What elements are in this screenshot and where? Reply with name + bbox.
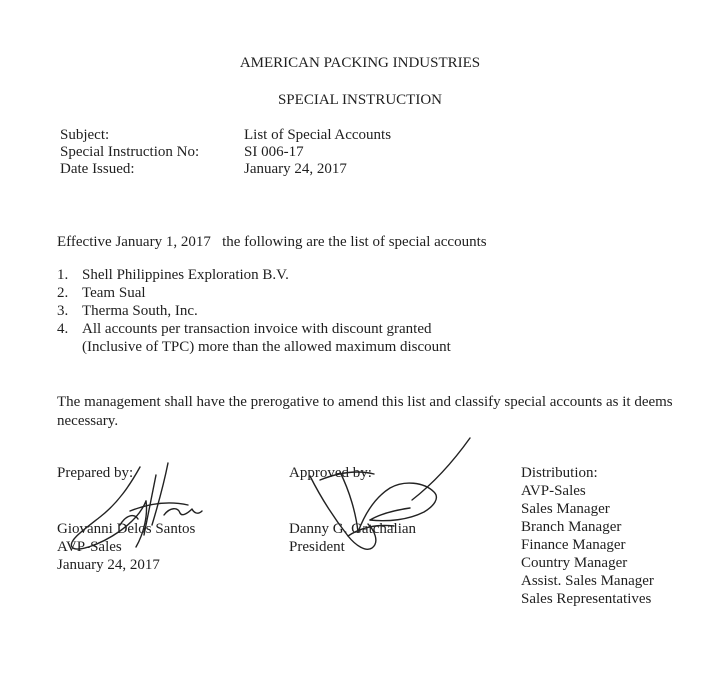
- list-text: Therma South, Inc.: [82, 303, 198, 319]
- prepared-block: [57, 464, 195, 574]
- approved-block: [289, 464, 416, 556]
- list-item: [57, 320, 451, 356]
- list-text: Team Sual: [82, 285, 146, 301]
- distribution-item: Sales Representatives: [521, 591, 652, 607]
- prepared-label: Prepared by:: [57, 465, 134, 481]
- meta-label: Date Issued:: [60, 161, 135, 177]
- company-name: AMERICAN PACKING INDUSTRIES: [239, 55, 481, 71]
- meta-date-issued: [60, 160, 347, 178]
- approved-label: Approved by:: [289, 465, 372, 481]
- list-number: 3.: [57, 303, 69, 319]
- approved-title: President: [289, 539, 345, 555]
- list-text: Shell Philippines Exploration B.V.: [82, 267, 289, 283]
- distribution-item: AVP-Sales: [521, 483, 586, 499]
- distribution-item: Finance Manager: [521, 537, 626, 553]
- list-text: All accounts per transaction invoice with discount granted: [82, 321, 432, 337]
- meta-value: SI 006-17: [244, 144, 304, 160]
- document-type: SPECIAL INSTRUCTION: [277, 92, 443, 108]
- meta-instruction-no: [60, 143, 304, 161]
- list-number: 4.: [57, 321, 69, 337]
- distribution-item: Country Manager: [521, 555, 628, 571]
- approved-name: Danny G. Gatchalian: [289, 521, 417, 537]
- meta-value: List of Special Accounts: [244, 127, 392, 143]
- list-item: [57, 266, 451, 284]
- list-item: [57, 302, 451, 320]
- meta-label: Subject:: [60, 127, 110, 143]
- list-number: 2.: [57, 285, 69, 301]
- special-accounts-list: [57, 266, 451, 356]
- distribution-item: Branch Manager: [521, 519, 622, 535]
- management-note: The management shall have the prerogative to amend this list and classify special accounts as it deems necessary.: [57, 394, 673, 429]
- intro-text: Effective January 1, 2017 the following are the list of special accounts: [57, 234, 487, 250]
- distribution-block: [521, 464, 654, 608]
- list-text-continued: (Inclusive of TPC) more than the allowed maximum discount: [82, 339, 451, 355]
- prepared-name: Giovanni Delos Santos: [57, 521, 196, 537]
- distribution-label: Distribution:: [521, 465, 598, 481]
- distribution-item: Assist. Sales Manager: [521, 573, 654, 589]
- prepared-title: AVP-Sales: [57, 539, 122, 555]
- meta-subject: [60, 126, 391, 144]
- list-number: 1.: [57, 267, 69, 283]
- meta-label: Special Instruction No:: [60, 144, 200, 160]
- prepared-date: January 24, 2017: [57, 557, 160, 573]
- distribution-item: Sales Manager: [521, 501, 610, 517]
- meta-value: January 24, 2017: [244, 161, 347, 177]
- list-item: [57, 284, 451, 302]
